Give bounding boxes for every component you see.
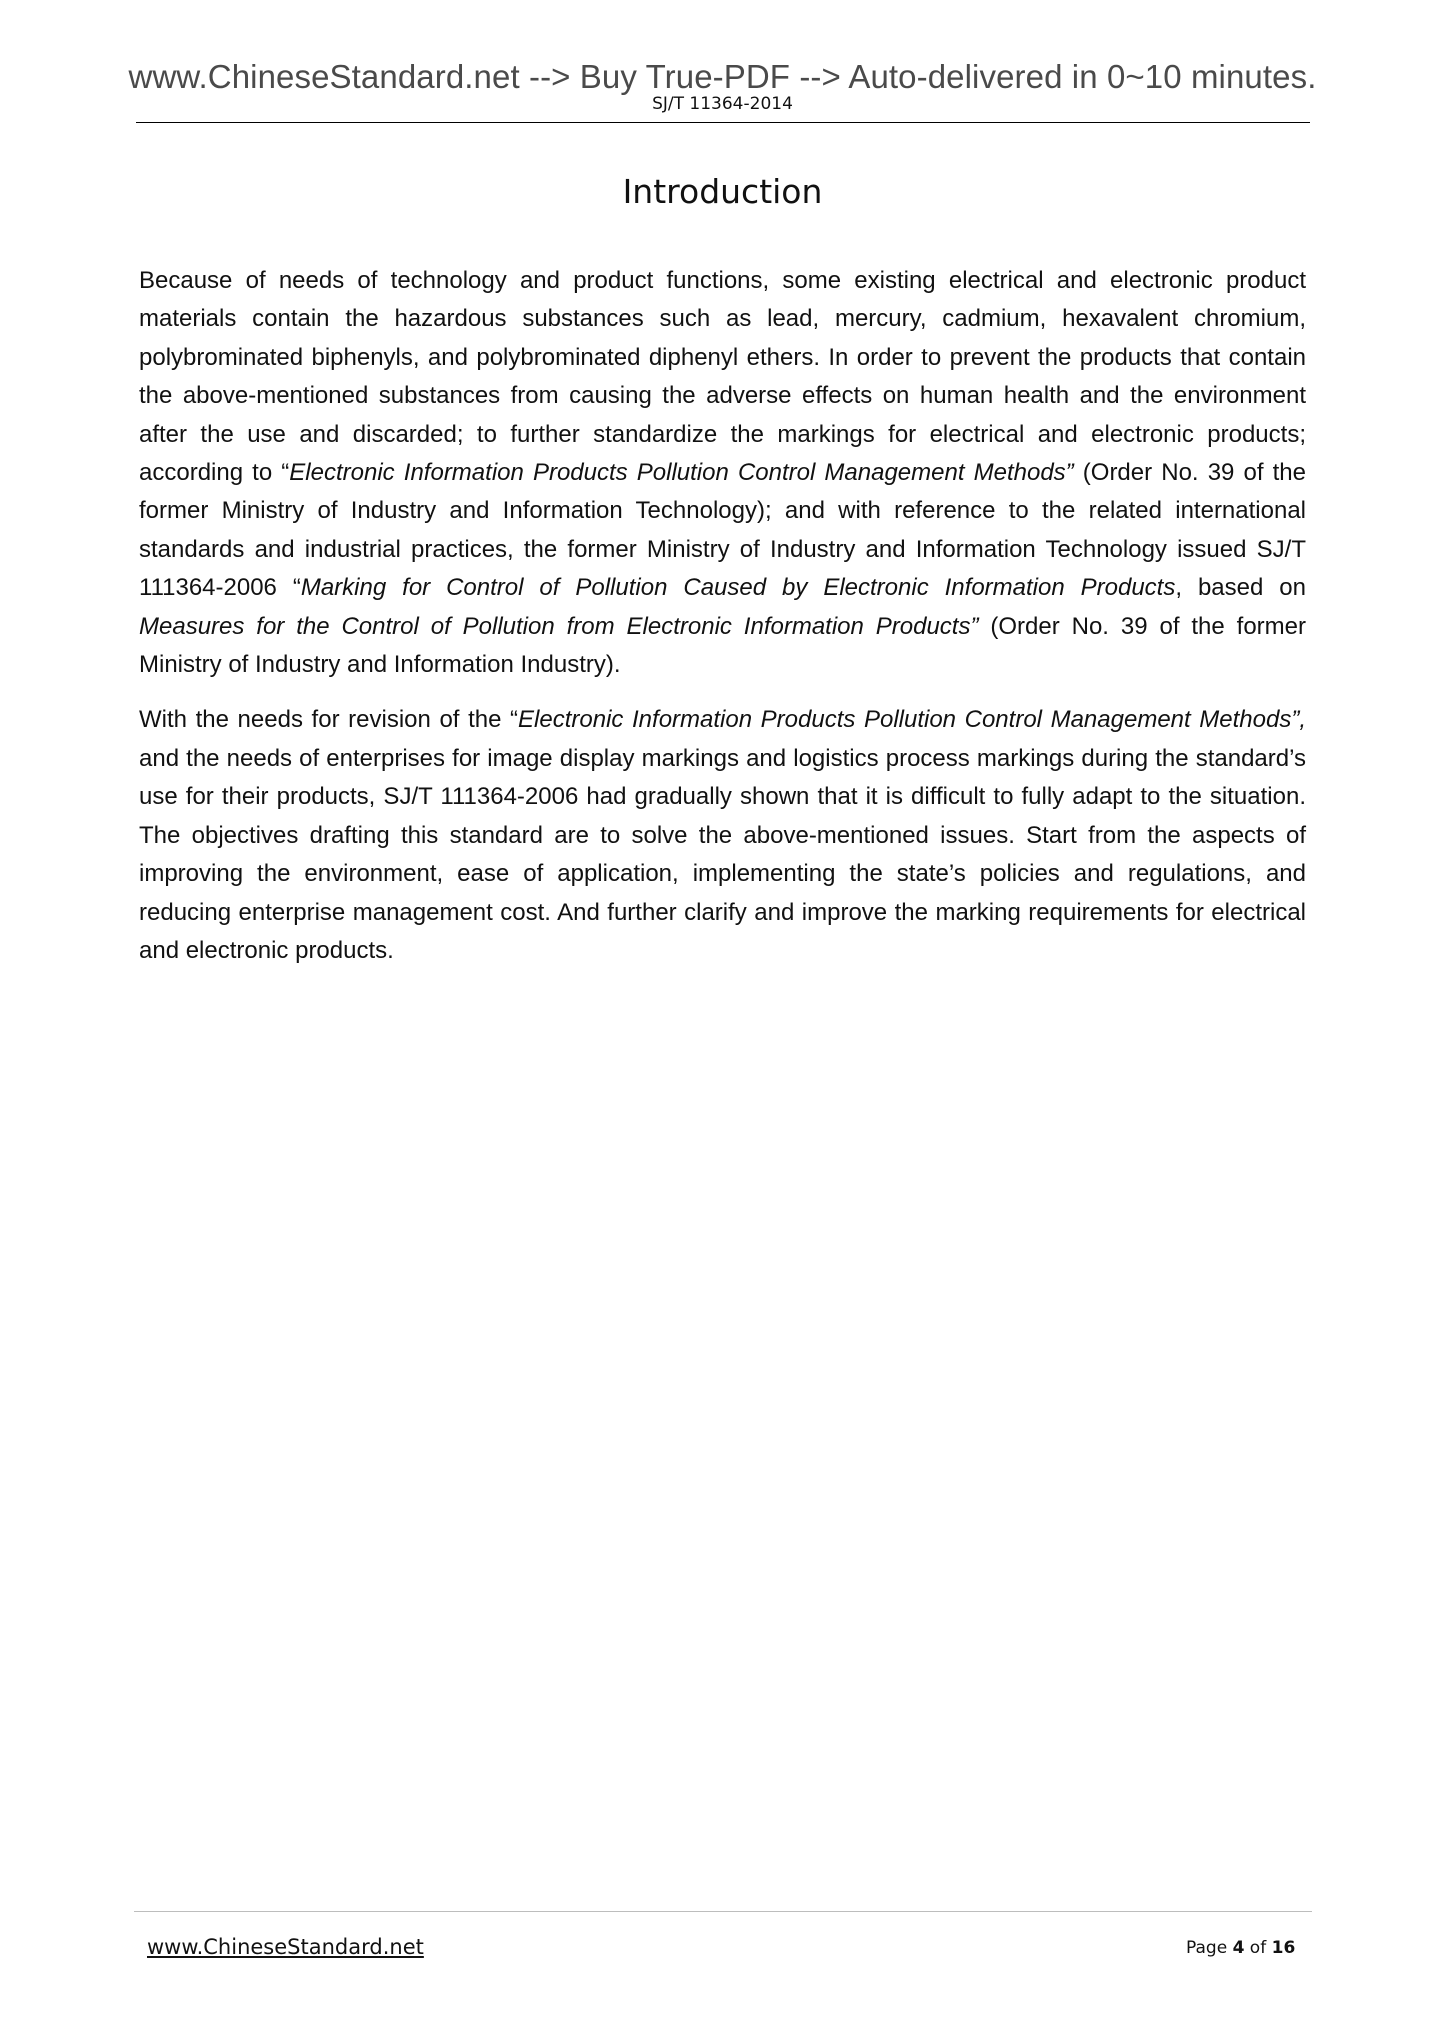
text-run: (Order No. 39 of the former Ministry of Industry and Information Technology); and with reference to the related international standards and industrial practices, the former Ministry of Industry and Information Technology issued SJ/T 111364-2006 “ bbox=[139, 459, 1306, 602]
text-run: (Order No. 39 of the former Ministry of Industry and Information Industry). bbox=[139, 612, 1306, 679]
text-run: Because of needs of technology and product functions, some existing electrical and electronic product materials contain the hazardous substances such as lead, mercury, cadmium, hexavalent chromium, polybrominated biphenyls, and polybrominated diphenyl ethers. In order to prevent the products that contain the above-mentioned substances from causing the adverse effects on human health and the environment after the use and discarded; to further standardize the markings for electrical and electronic products; according to “ bbox=[139, 267, 1306, 487]
header-divider bbox=[136, 122, 1310, 123]
promo-banner[interactable]: www.ChineseStandard.net --> Buy True-PDF --> Auto-delivered in 0~10 minutes. bbox=[128, 58, 1317, 95]
paragraph bbox=[139, 262, 1306, 684]
text-run: With the needs for revision of the “ bbox=[139, 706, 519, 734]
total-pages: 16 bbox=[1271, 1938, 1296, 1958]
body-text bbox=[139, 262, 1306, 970]
page-number bbox=[1186, 1938, 1295, 1958]
standard-code: SJ/T 11364-2014 bbox=[652, 94, 793, 114]
italic-title-run: Electronic Information Products Pollution Control Management Methods”, bbox=[518, 706, 1306, 734]
page-prefix: Page bbox=[1186, 1938, 1233, 1958]
text-run: , based on bbox=[1175, 574, 1306, 602]
current-page: 4 bbox=[1232, 1938, 1245, 1958]
footer-website-link[interactable]: www.ChineseStandard.net bbox=[147, 1935, 424, 1959]
text-run: and the needs of enterprises for image display markings and logistics process markings during the standard’s use for their products, SJ/T 111364-2006 had gradually shown that it is difficult to fully adapt to the situation. The objectives drafting this standard are to solve the above-mentioned issues. Start from the aspects of improving the environment, ease of application, implementing the state’s policies and regulations, and reducing enterprise management cost. And further clarify and improve the marking requirements for electrical and electronic products. bbox=[139, 744, 1306, 964]
footer-divider bbox=[134, 1911, 1312, 1912]
italic-title-run: Marking for Control of Pollution Caused by Electronic Information Products bbox=[300, 574, 1176, 602]
section-title: Introduction bbox=[622, 172, 823, 211]
paragraph bbox=[139, 701, 1306, 970]
page-of: of bbox=[1244, 1938, 1272, 1958]
italic-title-run: Measures for the Control of Pollution from Electronic Information Products” bbox=[139, 612, 979, 640]
italic-title-run: Electronic Information Products Pollution Control Management Methods” bbox=[289, 459, 1074, 487]
